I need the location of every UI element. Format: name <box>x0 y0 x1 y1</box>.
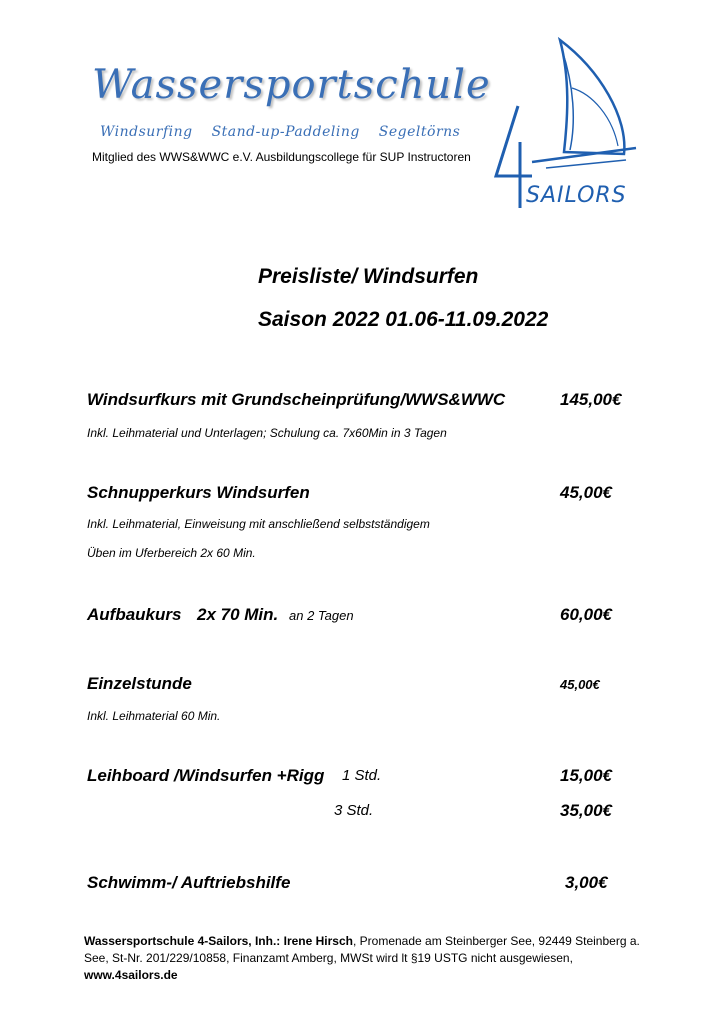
membership-line: Mitglied des WWS&WWC e.V. Ausbildungscollege für SUP Instructoren <box>92 150 471 164</box>
item-schnupper-name: Schnupperkurs Windsurfen <box>87 483 310 502</box>
item-aufbau-days: an 2 Tagen <box>289 608 354 623</box>
item-einzel-note: Inkl. Leihmaterial 60 Min. <box>87 709 221 723</box>
item-aufbau-duration: 2x 70 Min. <box>197 605 279 624</box>
season-dates: Saison 2022 01.06-11.09.2022 <box>258 308 549 331</box>
school-name: Wassersportschule <box>92 62 491 108</box>
item-grundschein-price: 145,00€ <box>560 390 622 409</box>
sailboat-logo-icon <box>488 36 638 216</box>
item-schnupper-note-2: Üben im Uferbereich 2x 60 Min. <box>87 546 256 560</box>
footer-imprint <box>84 933 644 984</box>
item-schwimm-name: Schwimm-/ Auftriebshilfe <box>87 873 291 892</box>
item-einzel-name: Einzelstunde <box>87 674 192 693</box>
item-leihboard-option-2: 3 Std. <box>334 802 374 819</box>
4sailors-logo <box>488 36 638 221</box>
tagline: Windsurfing Stand-up-Paddeling Segeltörns <box>100 124 461 140</box>
item-aufbau-name: Aufbaukurs <box>87 605 182 624</box>
item-grundschein-name: Windsurfkurs mit Grundscheinprüfung/WWS&WWC <box>87 390 506 409</box>
logo-sailors-text: SAILORS <box>526 183 627 208</box>
item-leihboard-price-2: 35,00€ <box>560 801 612 820</box>
item-aufbau-price: 60,00€ <box>560 605 612 624</box>
item-leihboard-name: Leihboard /Windsurfen +Rigg <box>87 766 325 785</box>
item-schwimm-price: 3,00€ <box>565 873 608 892</box>
page-title: Preisliste/ Windsurfen <box>258 265 479 288</box>
item-einzel-price: 45,00€ <box>560 677 600 692</box>
item-schnupper-price: 45,00€ <box>560 483 612 502</box>
item-leihboard-option-1: 1 Std. <box>342 767 382 784</box>
item-schnupper-note: Inkl. Leihmaterial, Einweisung mit anschließend selbstständigem <box>87 517 430 531</box>
footer-address: , Promenade am Steinberger See, 92449 Steinberg a. See, St-Nr. 201/229/10858, Finanzamt Amberg, MWSt wird lt §19 USTG nicht ausgewiesen, <box>84 934 640 965</box>
footer-website[interactable]: www.4sailors.de <box>84 968 178 982</box>
footer-company: Wassersportschule 4-Sailors, Inh.: Irene Hirsch <box>84 934 353 948</box>
item-grundschein-note: Inkl. Leihmaterial und Unterlagen; Schulung ca. 7x60Min in 3 Tagen <box>87 426 447 440</box>
item-leihboard-price-1: 15,00€ <box>560 766 612 785</box>
